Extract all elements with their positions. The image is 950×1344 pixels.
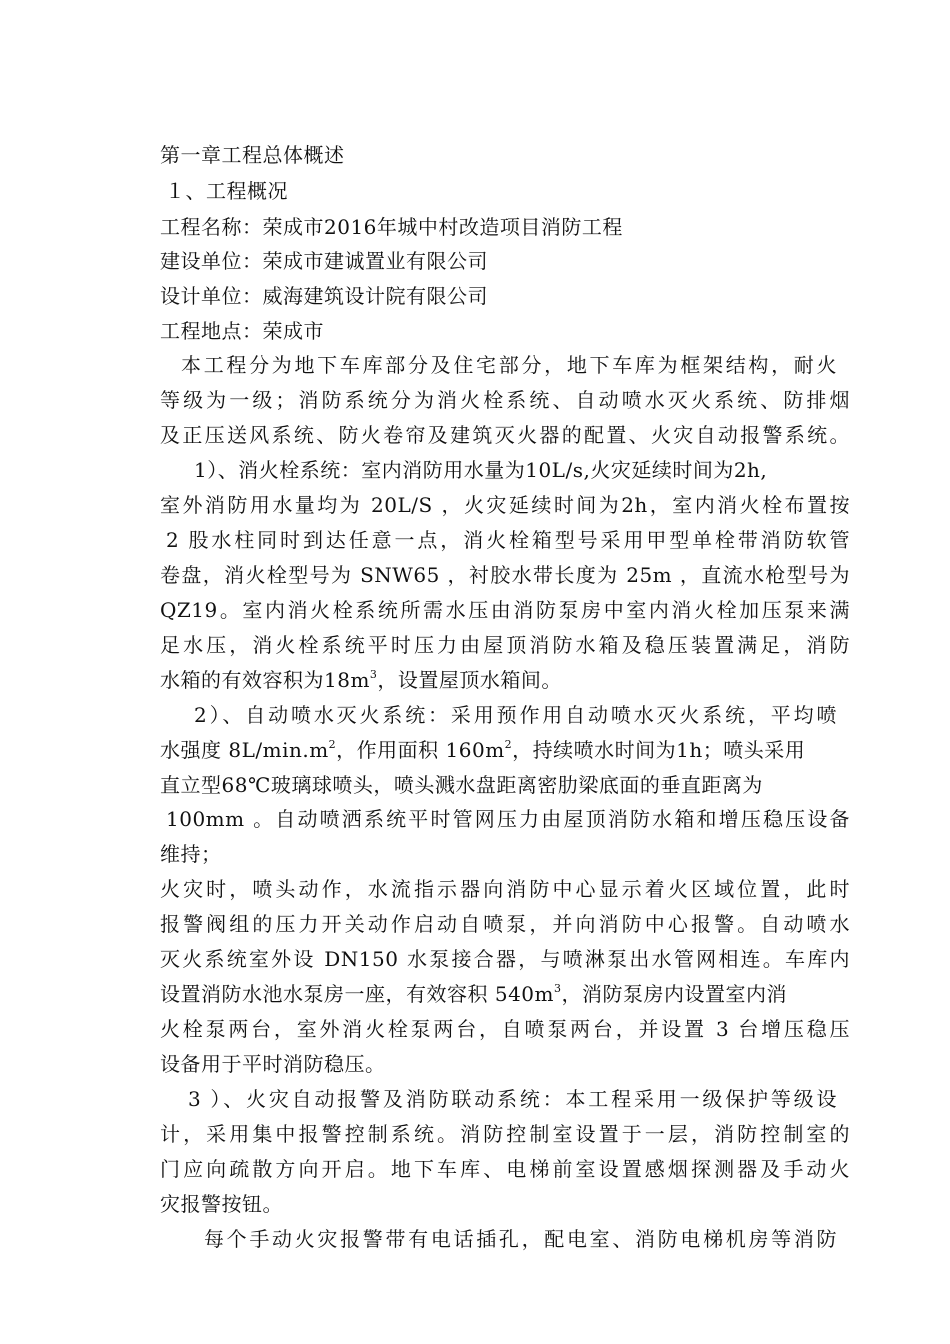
alarm-line: 每个手动火灾报警带有电话插孔，配电室、消防电梯机房等消防: [204, 1227, 837, 1251]
alarm-line: 计，采用集中报警控制系统。消防控制室设置于一层，消防控制室的: [160, 1122, 850, 1146]
hydrant-line: 1）、消火栓系统：室内消防用水量为10L/s,火灾延续时间为2h,: [194, 458, 768, 482]
hydrant-line: QZ19。室内消火栓系统所需水压由消防泵房中室内消火栓加压泵来满: [160, 598, 850, 622]
project-name: 工程名称：荣成市2016年城中村改造项目消防工程: [160, 215, 623, 239]
chapter-title: 第一章工程总体概述: [160, 143, 345, 167]
sprinkler-line: [160, 732, 850, 768]
hydrant-text: ，设置屋顶水箱间。: [377, 668, 562, 692]
superscript: 3: [369, 668, 378, 681]
sprinkler-line: 维持；: [160, 842, 222, 866]
sprinkler-line: 2）、自动喷水灭火系统：采用预作用自动喷水灭火系统，平均喷: [194, 703, 837, 727]
sprinkler-line: 100mm 。自动喷洒系统平时管网压力由屋顶消防水箱和增压稳压设备: [166, 807, 850, 831]
hydrant-line: 足水压，消火栓系统平时压力由屋顶消防水箱及稳压装置满足，消防: [160, 633, 850, 657]
section-title: １、工程概况: [165, 179, 288, 203]
alarm-line: 灾报警按钮。: [160, 1192, 283, 1216]
sprinkler-line: 设备用于平时消防稳压。: [160, 1052, 386, 1076]
sprinkler-line: 火栓泵两台，室外消火栓泵两台，自喷泵两台，并设置 3 台增压稳压: [160, 1017, 850, 1041]
sprinkler-text: ，消防泵房内设置室内消: [561, 982, 787, 1006]
project-builder: 建设单位：荣成市建诚置业有限公司: [160, 249, 488, 273]
sprinkler-text: ，作用面积 160m: [336, 738, 505, 762]
overview-line: 本工程分为地下车库部分及住宅部分，地下车库为框架结构，耐火: [181, 353, 837, 377]
hydrant-line: 室外消防用水量均为 20L/S ，火灾延续时间为2h，室内消火栓布置按: [160, 493, 850, 517]
hydrant-line: [160, 662, 850, 698]
hydrant-line: 卷盘，消火栓型号为 SNW65 ，衬胶水带长度为 25m ，直流水枪型号为: [160, 563, 850, 587]
hydrant-text: 水箱的有效容积为18m: [160, 668, 370, 692]
sprinkler-line: 直立型68℃玻璃球喷头，喷头溅水盘距离密肋梁底面的垂直距离为: [160, 773, 763, 797]
project-designer: 设计单位：威海建筑设计院有限公司: [160, 284, 488, 308]
alarm-line: 门应向疏散方向开启。地下车库、电梯前室设置感烟探测器及手动火: [160, 1157, 850, 1181]
sprinkler-line: [160, 976, 850, 1012]
sprinkler-text: 水强度 8L/min.m: [160, 738, 329, 762]
overview-line: 等级为一级；消防系统分为消火栓系统、自动喷水灭火系统、防排烟: [160, 388, 850, 412]
sprinkler-line: 报警阀组的压力开关动作启动自喷泵，并向消防中心报警。自动喷水: [160, 912, 850, 936]
superscript: 2: [328, 738, 337, 751]
alarm-line: 3 ）、火灾自动报警及消防联动系统：本工程采用一级保护等级设: [188, 1087, 837, 1111]
sprinkler-text: 设置消防水池水泵房一座，有效容积 540m: [160, 982, 554, 1006]
superscript: 2: [504, 738, 513, 751]
sprinkler-text: ，持续喷水时间为1h；喷头采用: [512, 738, 806, 762]
superscript: 3: [554, 982, 562, 995]
project-location: 工程地点：荣成市: [160, 319, 324, 343]
overview-line: 及正压送风系统、防火卷帘及建筑灭火器的配置、火灾自动报警系统。: [160, 423, 850, 447]
sprinkler-line: 灭火系统室外设 DN150 水泵接合器，与喷淋泵出水管网相连。车库内: [160, 947, 850, 971]
sprinkler-line: 火灾时，喷头动作，水流指示器向消防中心显示着火区域位置，此时: [160, 877, 850, 901]
hydrant-line: 2 股水柱同时到达任意一点，消火栓箱型号采用甲型单栓带消防软管: [166, 528, 850, 552]
